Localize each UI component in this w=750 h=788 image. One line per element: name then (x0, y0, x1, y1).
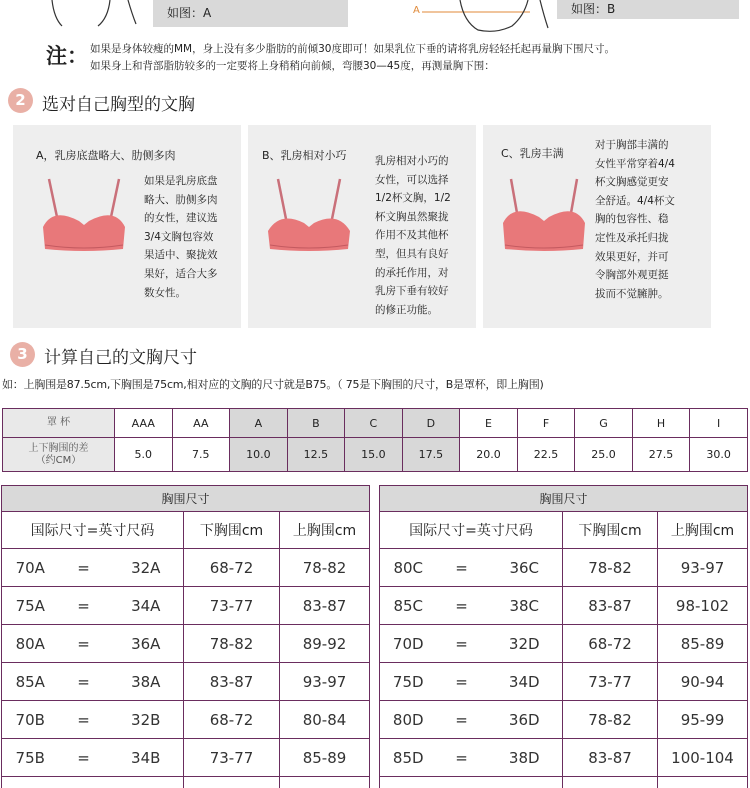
under-bust-range: 78-82 (563, 549, 658, 587)
intl-size: 80A (2, 625, 59, 663)
figure-caption-b-text: 如图：B (571, 2, 616, 16)
note-line-2: 如果身上和背部脂肪较多的一定要将上身稍稍向前倾，弯腰30—45度，再测量胸下围： (90, 60, 495, 72)
over-bust-range: 93-97 (658, 549, 748, 587)
cup-difference-table (2, 408, 748, 472)
intl-size: 75B (2, 739, 59, 777)
section-2-badge: 2 (8, 88, 33, 113)
cup-cell: G (575, 409, 633, 438)
body-sketch-b (420, 0, 555, 34)
example-text: 如：上胸围是87.5cm,下胸围是75cm,相对应的文胸的尺寸就是B75。（ 75是下胸围的尺寸，B是罩杯，即上胸围) (2, 378, 544, 391)
diff-cell: 7.5 (172, 438, 230, 472)
diff-cell: 27.5 (632, 438, 690, 472)
size-row (380, 549, 748, 587)
inch-size: 34D (487, 663, 563, 701)
card-b-desc-line: 型，但具有良好 (375, 247, 449, 260)
equals-sign: = (59, 663, 109, 701)
under-bust-range: 78-82 (184, 625, 280, 663)
note-mark: 注： (46, 44, 88, 68)
card-c-desc-line: 令胸部外观更挺 (595, 269, 669, 282)
size-row (2, 739, 370, 777)
equals-sign: = (59, 739, 109, 777)
card-a-desc-line: 略大、肋侧多肉 (144, 193, 218, 206)
equals-sign: = (437, 663, 487, 701)
intl-size: 85A (2, 663, 59, 701)
equals-sign: = (59, 549, 109, 587)
marker-a: A (413, 5, 420, 16)
card-c-desc-line: 全舒适。4/4杯文 (595, 194, 675, 207)
diff-cell: 5.0 (115, 438, 173, 472)
size-table-title: 胸围尺寸 (380, 486, 748, 512)
inch-size: 34B (109, 739, 184, 777)
cup-cell: B (287, 409, 345, 438)
card-c-desc-line: 胸的包容性、稳 (595, 213, 669, 226)
diff-cell: 22.5 (517, 438, 575, 472)
card-c-desc-line: 拔而不觉臃肿。 (595, 287, 669, 300)
card-b-desc-line: 杯文胸虽然聚拢 (375, 210, 449, 223)
under-bust-range: 73-77 (184, 739, 280, 777)
inch-size: 38C (487, 587, 563, 625)
card-a-desc-line: 3/4文胸包容效 (144, 230, 214, 243)
over-bust-range: 85-89 (658, 625, 748, 663)
shape-card-b (248, 125, 476, 328)
cup-cell: I (690, 409, 748, 438)
card-b-title: B、乳房相对小巧 (262, 149, 347, 162)
card-c-title: C、乳房丰满 (501, 147, 564, 160)
size-table-right (379, 485, 748, 788)
card-a-desc (144, 172, 218, 302)
intl-size: 75D (380, 663, 437, 701)
cup-cell: E (460, 409, 518, 438)
header-intl-size: 国际尺寸=英寸尺码 (380, 512, 563, 549)
card-b-desc-line: 1/2杯文胸，1/2 (375, 192, 451, 205)
intl-size: 75A (2, 587, 59, 625)
size-row (2, 625, 370, 663)
size-row-cut (2, 777, 370, 788)
figure-caption-a-text: 如图：A (167, 6, 212, 20)
card-b-desc-line: 的承托作用，对 (375, 266, 449, 279)
inch-size: 38D (487, 739, 563, 777)
figure-caption-a (153, 0, 348, 27)
under-bust-range: 68-72 (563, 625, 658, 663)
size-row-cut (380, 777, 748, 788)
section-3-title: 计算自己的文胸尺寸 (44, 348, 197, 368)
size-row (380, 739, 748, 777)
card-b-desc-line: 乳房相对小巧的 (375, 155, 449, 167)
intl-size: 70D (380, 625, 437, 663)
header-intl-size: 国际尺寸=英寸尺码 (2, 512, 184, 549)
equals-sign: = (437, 625, 487, 663)
card-c-desc-line: 定性及承托归拢 (595, 231, 669, 244)
over-bust-range: 89-92 (280, 625, 370, 663)
card-c-desc-line: 对于胸部丰满的 (595, 139, 669, 151)
size-row (2, 663, 370, 701)
header-over-bust: 上胸围cm (658, 512, 748, 549)
bra-image-a (39, 177, 129, 255)
under-bust-range: 83-87 (563, 587, 658, 625)
card-a-title: A，乳房底盘略大、肋侧多肉 (36, 149, 176, 162)
card-c-desc-line: 杯文胸感觉更安 (595, 176, 669, 189)
size-row (380, 587, 748, 625)
diff-cell: 25.0 (575, 438, 633, 472)
equals-sign: = (437, 587, 487, 625)
intl-size: 85C (380, 587, 437, 625)
over-bust-range: 83-87 (280, 587, 370, 625)
size-table-left (1, 485, 370, 788)
inch-size: 38A (109, 663, 184, 701)
equals-sign: = (59, 625, 109, 663)
inch-size: 36A (109, 625, 184, 663)
size-row (2, 587, 370, 625)
card-a-desc-line: 如果是乳房底盘 (144, 175, 218, 187)
section-3-badge: 3 (10, 342, 35, 367)
cup-row (3, 409, 748, 438)
inch-size: 36C (487, 549, 563, 587)
under-bust-range: 78-82 (563, 701, 658, 739)
card-a-desc-line: 数女性。 (144, 286, 186, 299)
cup-cell: H (632, 409, 690, 438)
under-bust-range: 73-77 (563, 663, 658, 701)
shape-card-c (483, 125, 711, 328)
over-bust-range: 98-102 (658, 587, 748, 625)
body-sketch-a (40, 0, 150, 30)
cup-cell: AAA (115, 409, 173, 438)
header-under-bust: 下胸围cm (184, 512, 280, 549)
header-under-bust: 下胸围cm (563, 512, 658, 549)
over-bust-range: 100-104 (658, 739, 748, 777)
card-a-desc-line: 果适中、聚拢效 (144, 249, 218, 262)
equals-sign: = (59, 587, 109, 625)
size-table-title: 胸围尺寸 (2, 486, 370, 512)
inch-size: 34A (109, 587, 184, 625)
diff-cell: 17.5 (402, 438, 460, 472)
card-c-desc-line: 效果更好，并可 (595, 250, 669, 263)
size-row (380, 663, 748, 701)
over-bust-range: 95-99 (658, 701, 748, 739)
diff-row-header-line-2: （约CM） (35, 454, 82, 466)
intl-size: 80C (380, 549, 437, 587)
intl-size: 80D (380, 701, 437, 739)
cup-cell: F (517, 409, 575, 438)
over-bust-range: 78-82 (280, 549, 370, 587)
shape-card-a (13, 125, 241, 328)
over-bust-range: 85-89 (280, 739, 370, 777)
equals-sign: = (437, 739, 487, 777)
diff-row-header-line-1: 上下胸围的差 (28, 442, 89, 454)
cup-cell: A (230, 409, 288, 438)
card-b-desc-line: 女性，可以选择 (375, 173, 449, 186)
inch-size: 32A (109, 549, 184, 587)
cup-cell: C (345, 409, 403, 438)
section-2-title: 选对自己胸型的文胸 (42, 95, 195, 115)
equals-sign: = (437, 549, 487, 587)
card-b-desc (375, 152, 451, 319)
diff-row-header (3, 438, 115, 472)
figure-caption-b (557, 0, 739, 19)
header-over-bust: 上胸围cm (280, 512, 370, 549)
diff-cell: 12.5 (287, 438, 345, 472)
equals-sign: = (437, 701, 487, 739)
card-b-desc-line: 作用不及其他杯 (375, 229, 449, 242)
under-bust-range: 68-72 (184, 549, 280, 587)
diff-cell: 30.0 (690, 438, 748, 472)
intl-size: 85D (380, 739, 437, 777)
intl-size: 70A (2, 549, 59, 587)
under-bust-range: 83-87 (563, 739, 658, 777)
equals-sign: = (59, 701, 109, 739)
size-row (380, 701, 748, 739)
inch-size: 32D (487, 625, 563, 663)
cup-cell: AA (172, 409, 230, 438)
size-row (2, 701, 370, 739)
under-bust-range: 68-72 (184, 701, 280, 739)
note-line-1: 如果是身体较瘦的MM，身上没有多少脂肪的前倾30度即可！如果乳位下垂的请将乳房轻轻托起再量胸下围尺寸。 (90, 43, 615, 55)
bra-image-b (264, 177, 354, 255)
size-row (2, 549, 370, 587)
under-bust-range: 73-77 (184, 587, 280, 625)
cup-row-header: 罩 杯 (3, 409, 115, 438)
over-bust-range: 80-84 (280, 701, 370, 739)
inch-size: 32B (109, 701, 184, 739)
card-b-desc-line: 乳房下垂有较好 (375, 285, 449, 298)
diff-cell: 20.0 (460, 438, 518, 472)
cup-cell: D (402, 409, 460, 438)
over-bust-range: 90-94 (658, 663, 748, 701)
over-bust-range: 93-97 (280, 663, 370, 701)
size-row (380, 625, 748, 663)
card-c-desc-line: 女性平常穿着4/4 (595, 157, 675, 170)
under-bust-range: 83-87 (184, 663, 280, 701)
card-a-desc-line: 的女性，建议选 (144, 212, 218, 225)
diff-row (3, 438, 748, 472)
diff-cell: 10.0 (230, 438, 288, 472)
card-b-desc-line: 的修正功能。 (375, 303, 438, 316)
bra-image-c (499, 177, 589, 255)
intl-size: 70B (2, 701, 59, 739)
card-a-desc-line: 果好，适合大多 (144, 267, 218, 280)
card-c-desc (595, 136, 675, 303)
diff-cell: 15.0 (345, 438, 403, 472)
inch-size: 36D (487, 701, 563, 739)
